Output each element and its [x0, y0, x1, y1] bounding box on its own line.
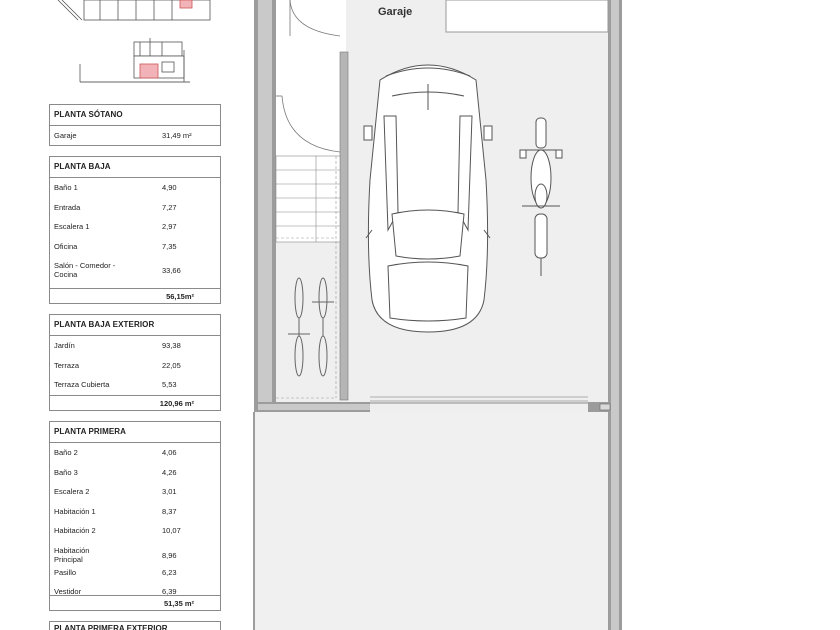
room-name: Garaje: [54, 131, 77, 140]
room-area: 5,53: [162, 380, 177, 389]
room-area: 10,07: [162, 526, 181, 535]
room-area: 93,38: [162, 341, 181, 350]
table-row: [50, 341, 220, 353]
reference-section-thumbnail: [80, 38, 190, 82]
room-name: Oficina: [54, 241, 78, 251]
table-total: [50, 288, 220, 305]
room-area: 6,39: [162, 587, 177, 596]
table-row: [50, 242, 220, 254]
table-row: [50, 546, 220, 566]
table-row: [50, 261, 220, 281]
car-icon: [364, 65, 492, 332]
total-area: 56,15m²: [166, 292, 194, 301]
garage-room-label: Garaje: [378, 6, 413, 18]
room-area: 2,97: [162, 222, 177, 231]
room-area: 3,01: [162, 487, 177, 496]
table-title: PLANTA BAJA EXTERIOR: [50, 315, 220, 336]
table-total: [50, 595, 220, 612]
room-area: 7,35: [162, 241, 177, 251]
room-area: 22,05: [162, 360, 181, 370]
table-row: [50, 222, 220, 234]
room-name: Habitación Principal: [54, 545, 90, 564]
room-area: 6,23: [162, 567, 177, 577]
table-row: [50, 131, 220, 143]
total-area: 120,96 m²: [159, 399, 194, 408]
area-table-baja-exterior: [49, 314, 221, 411]
room-name: Escalera 1: [54, 222, 90, 231]
room-name: Jardín: [54, 341, 75, 350]
table-title: PLANTA BAJA: [50, 157, 220, 178]
room-name: Terraza Cubierta: [54, 380, 110, 389]
table-row: [50, 380, 220, 392]
table-row: [50, 203, 220, 215]
room-area: 33,66: [162, 266, 181, 275]
room-area: 8,37: [162, 506, 177, 516]
room-name: Pasillo: [54, 567, 77, 577]
room-area: 4,26: [162, 467, 177, 477]
area-table-baja: [49, 156, 221, 304]
room-name: Entrada: [54, 202, 81, 212]
area-table-primera: [49, 421, 221, 611]
area-table-sotano: [49, 104, 221, 146]
table-row: [50, 361, 220, 373]
room-area: 31,49 m²: [162, 131, 192, 140]
room-name: Baño 1: [54, 183, 78, 192]
table-row: [50, 507, 220, 519]
table-row: [50, 487, 220, 499]
room-name: Escalera 2: [54, 487, 90, 496]
room-name: Habitación 1: [54, 506, 96, 516]
table-title: PLANTA SÓTANO: [50, 105, 220, 126]
room-name: Salón - Comedor - Cocina: [54, 261, 116, 279]
room-name: Vestidor: [54, 587, 82, 596]
table-row: [50, 448, 220, 460]
table-row: [50, 568, 220, 580]
room-area: 4,06: [162, 448, 177, 457]
table-title: PLANTA PRIMERA: [50, 422, 220, 443]
total-area: 51,35 m²: [163, 599, 194, 608]
table-row: [50, 526, 220, 538]
room-name: Baño 3: [54, 467, 78, 477]
room-name: Baño 2: [54, 448, 78, 457]
table-title: PLANTA PRIMERA EXTERIOR: [54, 624, 168, 630]
room-area: 7,27: [162, 202, 177, 212]
area-table-primera-exterior: [49, 621, 221, 630]
table-total: [50, 395, 220, 412]
room-area: 8,96: [162, 550, 177, 560]
room-name: Terraza: [54, 360, 80, 370]
room-area: 4,90: [162, 183, 177, 192]
reference-plan-thumbnail: [58, 0, 210, 20]
table-row: [50, 183, 220, 195]
table-row: [50, 468, 220, 480]
room-name: Habitación 2: [54, 526, 96, 535]
